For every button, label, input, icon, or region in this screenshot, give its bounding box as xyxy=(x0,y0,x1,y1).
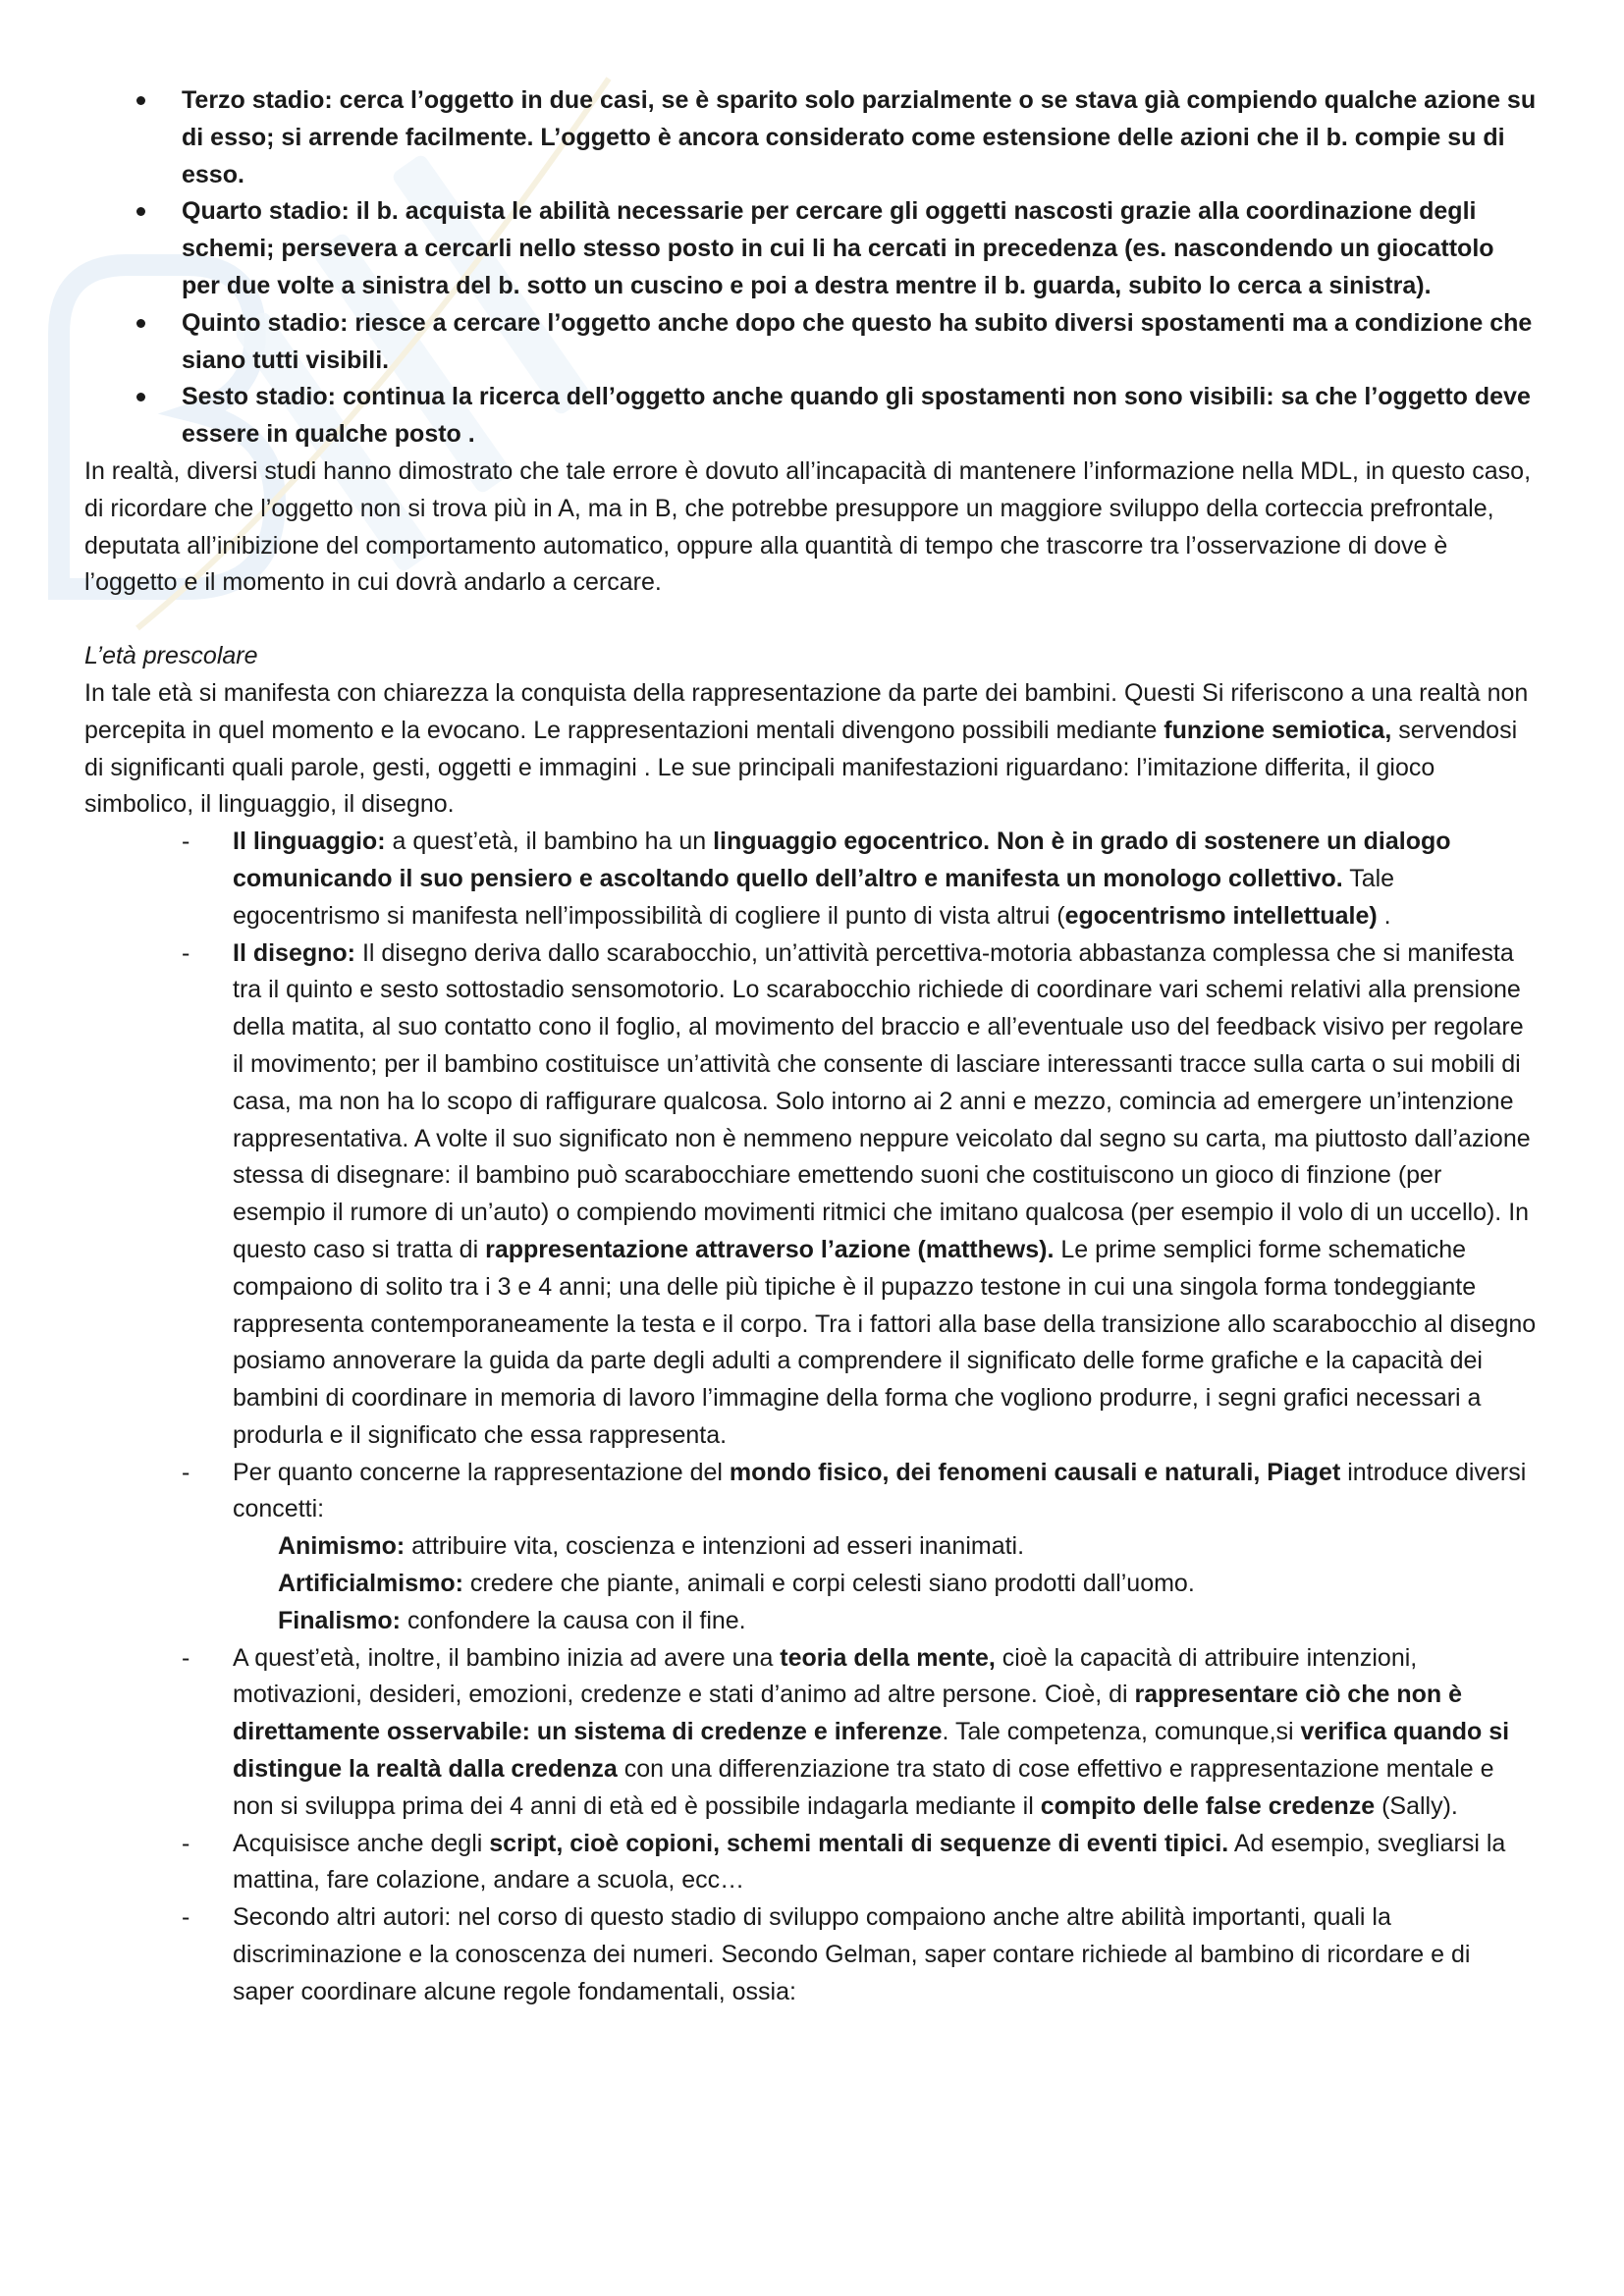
list-item-altri-autori: - Secondo altri autori: nel corso di questo stadio di sviluppo compaiono anche altre abilità importanti, quali la discriminazione e la conoscenza dei numeri. Secondo Gelman, saper contare richiede al bambino di ricordare e di saper coordinare alcune regole fondamentali, ossia: xyxy=(182,1903,1471,2005)
concept-animismo: Animismo: attribuire vita, coscienza e intenzioni ad esseri inanimati. xyxy=(278,1532,1025,1561)
bullet-icon xyxy=(136,393,145,401)
list-item-script: - Acquisisce anche degli script, cioè copioni, schemi mentali di sequenze di eventi tipici. Ad esempio, svegliarsi la mattina, fare colazione, andare a scuola, ecc… xyxy=(182,1829,1506,1895)
piaget-concepts xyxy=(233,1528,1538,1639)
object-permanence-stages xyxy=(84,82,1538,454)
list-item-mondo-fisico: - Per quanto concerne la rappresentazione del mondo fisico, dei fenomeni causali e naturali, Piaget introduce diversi concetti: Animismo: attribuire vita, coscienza e intenzioni ad esseri inanimati. Artificialmismo: credere che piante, animali e corpi celesti siano prodotti dall’uomo. Finalismo: confondere la causa con il fine. xyxy=(84,1455,1538,1640)
list-item: Terzo stadio: cerca l’oggetto in due casi, se è sparito solo parzialmente o se stava già compiendo qualche azione su di esso; si arrende facilmente. L’oggetto è ancora considerato come estensione delle azioni che il b. compie su di esso. xyxy=(84,82,1538,193)
paragraph-intro: In tale età si manifesta con chiarezza la conquista della rappresentazione da parte dei bambini. Questi Si riferiscono a una realtà non percepita in quel momento e la evocano. Le rappresentazioni mentali divengono possibili mediante funzione semiotica, servendosi di significanti quali parole, gesti, oggetti e immagini . Le sue principali manifestazioni riguardano: l’imitazione differita, il gioco simbolico, il linguaggio, il disegno. xyxy=(84,678,1529,819)
list-item: Quinto stadio: riesce a cercare l’oggetto anche dopo che questo ha subito diversi spostamenti ma a condizione che siano tutti visibili. xyxy=(84,305,1538,380)
section-heading: L’età prescolare xyxy=(84,642,258,670)
concept-finalismo: Finalismo: confondere la causa con il fine. xyxy=(278,1606,746,1634)
concept-artificialismo: Artificialmismo: credere che piante, animali e corpi celesti siano prodotti dall’uomo. xyxy=(278,1570,1195,1598)
list-item: Quarto stadio: il b. acquista le abilità necessarie per cercare gli oggetti nascosti grazie alla coordinazione degli schemi; persevera a cercarli nello stesso posto in cui li ha cercati in precedenza (es. nascondendo un giocattolo per due volte a sinistra del b. sotto un cuscino e poi a destra mentre il b. guarda, subito lo cerca a sinistra). xyxy=(84,193,1538,304)
list-item-teoria-mente: - A quest’età, inoltre, il bambino inizia ad avere una teoria della mente, cioè la capacità di attribuire intenzioni, motivazioni, desideri, emozioni, credenze e stati d’animo ad altre persone. Cioè, di rappresentare ciò che non è direttamente osservabile: un sistema di credenze e inferenze. Tale competenza, comunque,si verifica quando si distingue la realtà dalla credenza con una differenziazione tra stato di cose effettivo e rappresentazione mentale e non si sviluppa prima dei 4 anni di età ed è possibile indagarla mediante il compito delle false credenze (Sally). xyxy=(182,1643,1510,1820)
list-item-disegno: - Il disegno: Il disegno deriva dallo scarabocchio, un’attività percettiva-motoria abbastanza complessa che si manifesta tra il quinto e sesto sottostadio sensomotorio. Lo scarabocchio richiede di coordinare vari schemi relativi alla prensione della matita, al suo contatto cono il foglio, al movimento del braccio e all’eventuale uso del feedback visivo per regolare il movimento; per il bambino costituisce un’attività che consente di lasciare interessanti tracce sulla carta o sui mobili di casa, ma non ha lo scopo di raffigurare qualcosa. Solo intorno ai 2 anni e mezzo, comincia ad emergere un’intenzione rappresentativa. A volte il suo significato non è nemmeno neppure veicolato dal segno su carta, ma piuttosto dall’azione stessa di disegnare: il bambino può scarabocchiare emettendo suoni che costituiscono un gioco di finzione (per esempio il rumore di un’auto) o compiendo movimenti ritmici che imitano qualcosa (per esempio il volo di un uccello). In questo caso si tratta di rappresentazione attraverso l’azione (matthews). Le prime semplici forme schematiche compaiono di solito tra i 3 e 4 anni; una delle più tipiche è il pupazzo testone in cui una singola forma tondeggiante rappresenta contemporaneamente la testa e il corpo. Tra i fattori alla base della transizione allo scarabocchio al disegno posiamo annoverare la guida da parte degli adulti a comprendere il significato delle forme grafiche e la capacità dei bambini di coordinare in memoria di lavoro l’immagine della forma che vogliono produrre, i segni grafici necessari a produrla e il significato che essa rappresenta. xyxy=(182,938,1537,1449)
paragraph-mdl: In realtà, diversi studi hanno dimostrato che tale errore è dovuto all’incapacità di mantenere l’informazione nella MDL, in questo caso, di ricordare che l’oggetto non si trova più in A, ma in B, che potrebbe presuppore un maggiore sviluppo della corteccia prefrontale, deputata all’inibizione del comportamento automatico, oppure alla quantità di tempo che trascorre tra l’osservazione di dove è l’oggetto e il momento in cui dovrà andarlo a cercare. xyxy=(84,456,1532,597)
bullet-icon xyxy=(136,319,145,328)
document-body xyxy=(84,82,1538,2011)
list-item-linguaggio: - Il linguaggio: a quest’età, il bambino ha un linguaggio egocentrico. Non è in grado di sostenere un dialogo comunicando il suo pensiero e ascoltando quello dell’altro e manifesta un monologo collettivo. Tale egocentrismo si manifesta nell’impossibilità di cogliere il punto di vista altrui (egocentrismo intellettuale) . xyxy=(182,828,1451,930)
list-item: Sesto stadio: continua la ricerca dell’oggetto anche quando gli spostamenti non sono visibili: sa che l’oggetto deve essere in qualche posto . xyxy=(84,379,1538,454)
bullet-icon xyxy=(136,207,145,216)
preschool-topics xyxy=(84,824,1538,2011)
bullet-icon xyxy=(136,96,145,105)
